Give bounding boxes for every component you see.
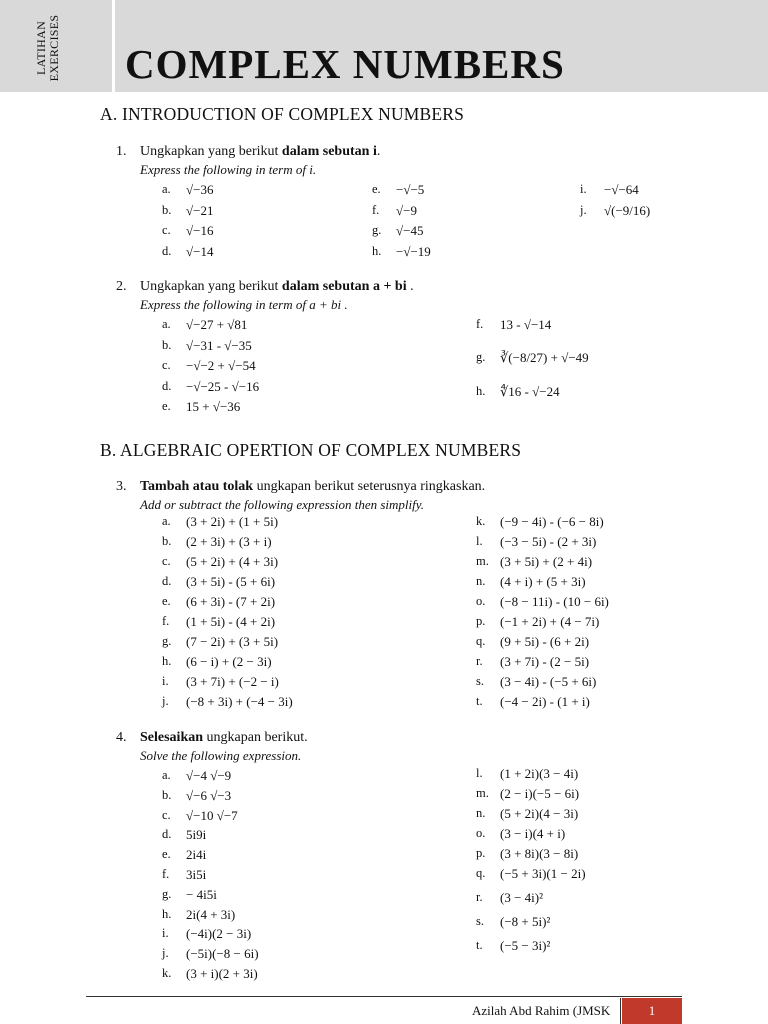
question-english: Express the following in term of i. <box>140 162 317 177</box>
item-expression: (2 + 3i) + (3 + i) <box>186 534 272 549</box>
item-expression: (3 − i)(4 + i) <box>500 826 566 841</box>
item-expression: (1 + 5i) - (4 + 2i) <box>186 614 276 629</box>
item-label: a. <box>162 317 171 331</box>
footer-author: Azilah Abd Rahim (JMSK <box>472 1003 611 1018</box>
item-expression: √−31 - √−35 <box>186 337 252 353</box>
item-expression: √−45 <box>396 223 424 238</box>
item-expression: 13 - √−14 <box>500 317 552 332</box>
item-label: p. <box>476 846 486 860</box>
question-instruction: Tambah atau tolak ungkapan berikut seterusnya ringkaskan. <box>140 479 486 494</box>
item-label: l. <box>476 534 483 548</box>
item-label: r. <box>476 890 483 904</box>
item-label: s. <box>476 914 484 928</box>
item-expression: (3 − 4i)² <box>500 890 543 905</box>
item-expression: (3 − 4i) - (−5 + 6i) <box>500 674 597 689</box>
item-expression: (−8 + 5i)² <box>500 914 551 929</box>
item-label: b. <box>162 202 172 217</box>
item-label: h. <box>162 654 172 668</box>
item-label: m. <box>476 786 489 800</box>
item-expression: (3 + 5i) - (5 + 6i) <box>186 574 276 589</box>
item-expression: (4 + i) + (5 + 3i) <box>500 574 586 589</box>
item-expression: (3 + 2i) + (1 + 5i) <box>186 514 279 529</box>
item-label: o. <box>476 826 486 840</box>
item-label: b. <box>162 787 172 802</box>
item-label: b. <box>162 337 172 352</box>
item-expression: (−1 + 2i) + (4 − 7i) <box>500 614 600 629</box>
item-expression: (−5 − 3i)² <box>500 938 551 953</box>
item-label: e. <box>162 594 171 608</box>
item-expression: −√−2 + √−54 <box>186 358 256 373</box>
question-number: 1. <box>116 144 127 159</box>
item-label: r. <box>476 654 483 668</box>
item-expression: (3 + 7i) - (2 − 5i) <box>500 654 590 669</box>
item-expression: (5 + 2i)(4 − 3i) <box>500 806 579 821</box>
item-expression: (6 + 3i) - (7 + 2i) <box>186 594 276 609</box>
item-label: q. <box>476 634 486 648</box>
question-english: Express the following in term of a + bi . <box>140 297 348 312</box>
question-instruction: Ungkapkan yang berikut dalam sebutan i. <box>140 144 381 159</box>
item-label: h. <box>372 243 382 258</box>
item-label: i. <box>580 182 587 196</box>
footer-separator <box>620 998 621 1024</box>
item-expression: √−14 <box>186 243 214 259</box>
item-expression: √−6 √−3 <box>186 787 232 803</box>
question-english: Solve the following expression. <box>140 748 302 763</box>
item-label: t. <box>476 694 483 708</box>
item-expression: (7 − 2i) + (3 + 5i) <box>186 634 279 649</box>
item-expression: 15 + √−36 <box>186 399 241 414</box>
item-label: d. <box>162 378 172 393</box>
question-instruction: Selesaikan ungkapan berikut. <box>140 730 308 745</box>
item-label: q. <box>476 866 486 880</box>
page-number: 1 <box>622 998 682 1024</box>
item-label: f. <box>162 614 170 628</box>
header-side-label <box>0 0 112 92</box>
item-label: p. <box>476 614 486 628</box>
item-label: c. <box>162 807 171 822</box>
section-a-heading: A. INTRODUCTION OF COMPLEX NUMBERS <box>100 104 465 124</box>
item-label: n. <box>476 574 486 588</box>
item-label: d. <box>162 243 172 258</box>
question-number: 3. <box>116 479 127 494</box>
question-number: 2. <box>116 279 127 294</box>
item-expression: √−16 <box>186 223 214 238</box>
item-expression: (5 + 2i) + (4 + 3i) <box>186 554 279 569</box>
item-expression: √−21 <box>186 202 214 218</box>
item-label: c. <box>162 358 171 372</box>
item-label: n. <box>476 806 486 820</box>
item-label: k. <box>162 966 172 980</box>
item-label: g. <box>162 886 172 901</box>
item-expression: √−27 + √81 <box>186 317 248 332</box>
item-label: f. <box>372 202 380 217</box>
item-expression: 3i5i <box>186 867 207 882</box>
item-label: e. <box>372 182 381 196</box>
item-expression: √(−9/16) <box>604 202 651 218</box>
side-label-line2: EXERCISES <box>47 14 61 82</box>
item-expression: (−8 − 11i) - (10 − 6i) <box>500 594 609 609</box>
item-expression: √−4 √−9 <box>186 768 232 783</box>
item-label: o. <box>476 594 486 608</box>
item-expression: √−36 <box>186 182 214 197</box>
item-expression: −√−5 <box>396 182 425 197</box>
item-label: g. <box>372 223 382 237</box>
item-label: t. <box>476 938 483 952</box>
item-label: h. <box>162 906 172 921</box>
question-english: Add or subtract the following expression then simplify. <box>140 497 425 512</box>
footer-rule <box>86 996 682 997</box>
item-expression: (−3 − 5i) - (2 + 3i) <box>500 534 597 549</box>
item-expression: (3 + 8i)(3 − 8i) <box>500 846 579 861</box>
item-label: c. <box>162 554 171 568</box>
item-expression: (−4i)(2 − 3i) <box>186 926 252 942</box>
item-expression: −√−19 <box>396 243 431 259</box>
item-label: i. <box>162 926 169 941</box>
item-expression: −√−64 <box>604 182 639 197</box>
section-b-heading: B. ALGEBRAIC OPERTION OF COMPLEX NUMBERS <box>100 440 522 460</box>
item-label: h. <box>476 384 486 398</box>
item-label: k. <box>476 514 486 528</box>
item-expression: (−5i)(−8 − 6i) <box>186 946 259 962</box>
item-expression: − 4i5i <box>186 886 217 902</box>
item-expression: (−9 − 4i) - (−6 − 8i) <box>500 514 604 529</box>
item-label: j. <box>580 202 587 217</box>
item-label: d. <box>162 574 172 588</box>
item-label: f. <box>476 317 484 331</box>
item-expression: −√−25 - √−16 <box>186 378 260 394</box>
item-expression: (3 + 5i) + (2 + 4i) <box>500 554 593 569</box>
item-expression: (9 + 5i) - (6 + 2i) <box>500 634 590 649</box>
item-expression: (−8 + 3i) + (−4 − 3i) <box>186 694 293 709</box>
item-label: d. <box>162 827 172 842</box>
item-label: m. <box>476 554 489 568</box>
item-expression: ∜16 - √−24 <box>500 384 560 399</box>
item-expression: 2i4i <box>186 847 207 863</box>
page-header <box>0 0 768 92</box>
item-expression: (2 − i)(−5 − 6i) <box>500 786 580 801</box>
question-instruction: Ungkapkan yang berikut dalam sebutan a + bi . <box>140 279 414 294</box>
item-expression: √−9 <box>396 202 417 218</box>
item-label: j. <box>162 946 169 961</box>
item-label: e. <box>162 847 171 862</box>
item-label: b. <box>162 534 172 548</box>
item-label: a. <box>162 182 171 196</box>
item-expression: (1 + 2i)(3 − 4i) <box>500 766 579 781</box>
item-label: g. <box>476 350 486 364</box>
side-label-line1: LATIHAN <box>34 20 48 76</box>
item-expression: √−10 √−7 <box>186 807 238 823</box>
item-expression: 2i(4 + 3i) <box>186 906 236 922</box>
item-label: e. <box>162 399 171 413</box>
item-expression: (3 + i)(2 + 3i) <box>186 966 258 981</box>
question-number: 4. <box>116 730 127 745</box>
item-expression: (−5 + 3i)(1 − 2i) <box>500 866 586 881</box>
item-label: f. <box>162 867 170 881</box>
item-expression: (−4 − 2i) - (1 + i) <box>500 694 590 709</box>
item-label: l. <box>476 766 483 780</box>
item-label: i. <box>162 674 169 688</box>
item-label: s. <box>476 674 484 688</box>
item-label: j. <box>162 694 169 708</box>
item-label: g. <box>162 634 172 648</box>
item-expression: (3 + 7i) + (−2 − i) <box>186 674 279 689</box>
item-label: a. <box>162 514 171 528</box>
item-expression: 5i9i <box>186 827 207 843</box>
item-expression: (6 − i) + (2 − 3i) <box>186 654 272 669</box>
item-expression: ∛(−8/27) + √−49 <box>500 350 589 365</box>
page-title: COMPLEX NUMBERS <box>125 41 565 87</box>
item-label: c. <box>162 223 171 237</box>
header-divider <box>112 0 115 92</box>
item-label: a. <box>162 768 171 782</box>
